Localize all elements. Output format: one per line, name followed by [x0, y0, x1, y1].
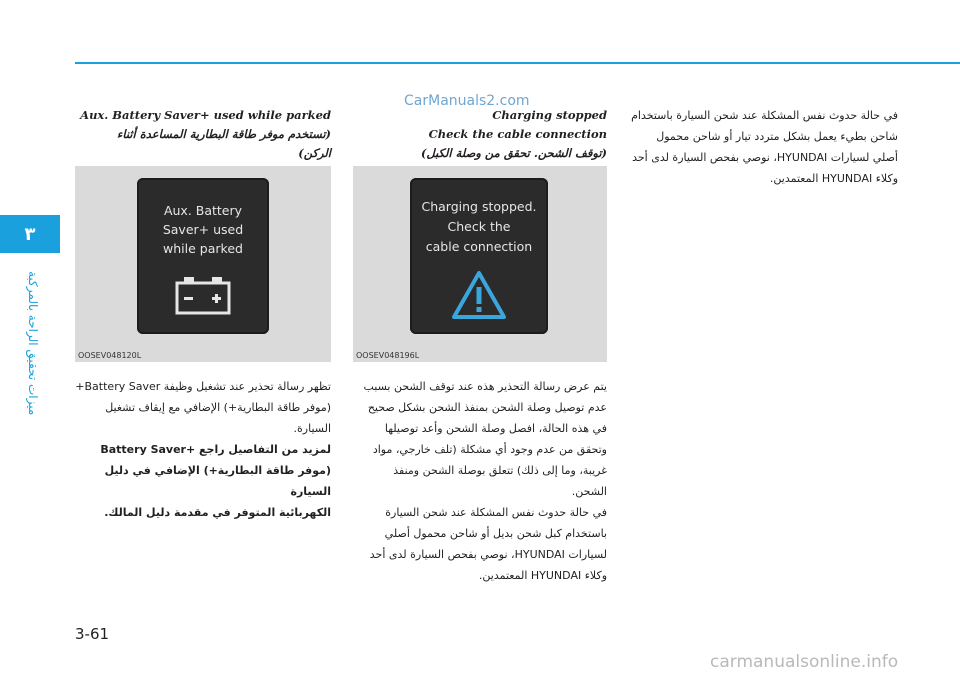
figure-aux-battery: [75, 166, 331, 362]
figure-charging-stopped: [353, 166, 607, 362]
note-text-1: لمزيد من التفاصيل راجع: [199, 443, 331, 456]
right-column: [628, 105, 898, 189]
middle-paragraph-1: يتم عرض رسالة التحذير هذه عند توقف الشحن بسبب عدم توصيل وصلة الشحن بمنفذ الشحن بشكل صحيح: [363, 380, 607, 414]
watermark-top: CarManuals2.com: [404, 93, 530, 109]
figure-code: OOSEV048120L: [78, 351, 142, 360]
left-note: [75, 439, 331, 460]
left-paragraph: تظهر رسالة تحذير عند تشغيل وظيفة Battery Saver+ (موفر طاقة البطارية+) الإضافي مع إيقاف تشغيل السيارة.: [75, 380, 331, 435]
caption-en-check-cable: Check the cable connection: [428, 127, 607, 141]
caption-ar-aux-line1: (تستخدم موفر طاقة البطارية المساعدة أثناء: [116, 127, 331, 141]
screen-line-3: while parked: [163, 241, 243, 256]
middle-column-caption: [355, 106, 607, 163]
chapter-number: ٣: [24, 223, 36, 245]
caption-en-aux-battery: Aux. Battery Saver+ used while parked: [80, 108, 331, 122]
figure-code: OOSEV048196L: [356, 351, 420, 360]
note-term: +Battery Saver: [100, 443, 196, 456]
note-text-2: (موفر طاقة البطارية+) الإضافي في دليل السيارة: [104, 464, 331, 498]
middle-column-body: [355, 376, 607, 586]
caption-ar-charging: (توقف الشحن. تحقق من وصلة الكبل): [420, 146, 607, 160]
left-column-body: [75, 376, 331, 523]
battery-icon: [174, 276, 232, 316]
screen-line-1: Charging stopped.: [421, 199, 537, 214]
page-number: 3-61: [75, 625, 110, 643]
screen-line-2: Saver+ used: [162, 222, 244, 237]
chapter-tab: [0, 215, 60, 253]
screen-line-1: Aux. Battery: [163, 203, 243, 218]
note-text-3: الكهربائية المتوفر في مقدمة دليل المالك.: [104, 506, 331, 519]
cluster-screen-charging: [410, 178, 548, 334]
header-rule: [75, 62, 960, 64]
screen-line-3: cable connection: [425, 239, 533, 254]
warning-triangle-icon: [451, 270, 507, 320]
screen-line-2: Check the: [447, 219, 511, 234]
right-paragraph: في حالة حدوث نفس المشكلة عند شحن السيارة باستخدام شاحن بطيء يعمل بشكل متردد تيار أو شاحن محمول أصلي لسيارات HYUNDAI، نوصي بفحص السيارة لدى أحد وكلاء HYUNDAI المعتمدين.: [631, 109, 898, 185]
watermark-bottom: carmanualsonline.info: [710, 652, 899, 672]
middle-paragraph-3: في حالة حدوث نفس المشكلة عند شحن السيارة باستخدام كبل شحن بديل أو شاحن محمول أصلي لسيارات HYUNDAI، نوصي بفحص السيارة لدى أحد وكلاء HYUNDAI المعتمدين.: [369, 506, 607, 582]
caption-ar-aux-line2: الركن): [298, 146, 331, 160]
cluster-screen-aux-battery: [137, 178, 269, 334]
left-column-caption: [75, 106, 331, 163]
caption-en-charging-stopped: Charging stopped: [492, 108, 607, 122]
chapter-title: ميزات تحقيق الراحة بالمركبة: [26, 270, 40, 415]
middle-paragraph-2: في هذه الحالة، افصل وصلة الشحن وأعد توصيلها وتحقق من عدم وجود أي مشكلة (تلف خارجي، مواد غريبة، وما إلى ذلك) تتعلق بوصلة الشحن ومنفذ الشحن.: [372, 422, 607, 498]
